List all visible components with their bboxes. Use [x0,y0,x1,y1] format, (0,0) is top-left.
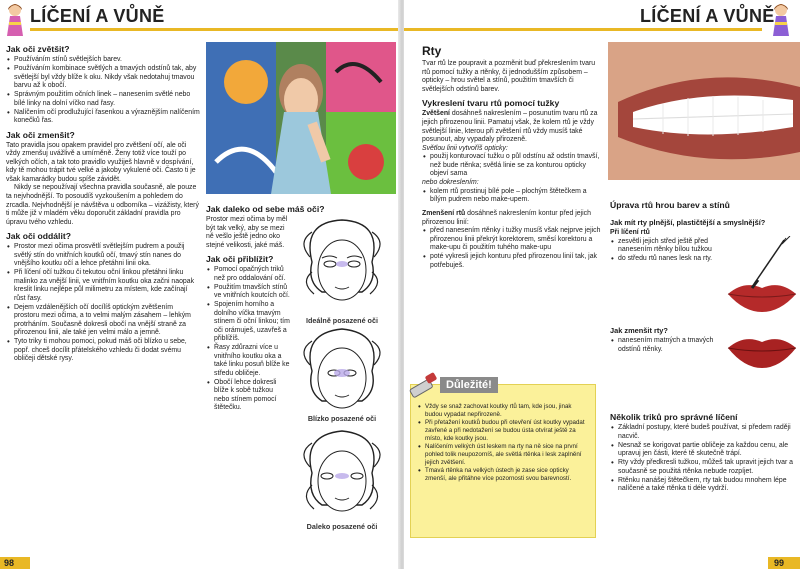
paragraph-rty: Tvar rtů lze poupravit a pozměnit buď překreslením tvaru rtů pomocí tužky a rtěnky, či jednodušším způsobem – opticky – hrou světel a stínů, použitím tmavších či světlejších odstínů barev. [422,60,596,93]
section-title-plnejsi: Jak mít rty plnější, plastičtější a smyslnější? [610,218,766,227]
page-header-title: LÍČENÍ A VŮNĚ [30,6,165,26]
list-item: • před nanesením rtěnky i tužky musíš však nejprve jejich přirozenou linii překrýt korektorem, směsí korektoru a make-upu či použitím tuhého make-upu [422,227,602,253]
caption-far: Daleko posazené oči [306,522,378,531]
section-title-zmensit-rty: Jak zmenšit rty? [610,326,668,335]
section-title-uprava: Úprava rtů hrou barev a stínů [610,200,730,210]
important-note-box [410,384,596,538]
right-column-2c [610,408,796,494]
paragraph-zmensit-2: Nikdy se nepoužívají všechna pravidla současně, ale pouze ta nejvhodnější. To posoudíš vyzkoušením a pohledem do zrcadla. Nejvhodnější je návštěva u odborníka – vizážisty, který ti může již v mladém věku doporučit základní pravidla pro úpravu tvého vzhledu. [6,184,199,226]
page-header-title: LÍČENÍ A VŮNĚ [640,6,775,26]
doll-icon [770,2,792,38]
list-item: • Rty vždy předkresli tužkou, můžeš tak upravit jejich tvar a současně se použitá rtěnka nebude rozpíjet. [610,459,796,476]
header-rule [30,28,400,31]
face-far-illustration [292,425,392,519]
lipstick-icon [406,370,440,400]
list-item: • Tyto triky ti mohou pomoci, pokud máš oči blízko u sebe, popř. chceš docílit přátelského vzhledu či dodat svému obličeji dětské rysy. [6,338,200,364]
label-zmenseni: Zmenšení rtů [422,209,466,217]
right-column-1 [422,40,602,271]
list-item: • nanesením matných a tmavých odstínů rtěnky. [610,337,730,354]
list-item: • použij konturovací tužku o půl odstínu až odstín tmavší, než bude rtěnka; světlá linie se za konturou opticky objeví sama [422,153,602,179]
right-page [404,0,800,569]
list-item: • Řasy zdůrazni více u vnitřního koutku oka a také linku posuň blíže ke středu obličeje. [206,344,290,378]
smile-photo [608,42,800,180]
paragraph-zmenseni [422,210,602,227]
note-title: Důležité! [440,377,498,393]
caption-ideal: Ideálně posazené oči [306,316,378,325]
list-item: • Používáním stínů světlejších barev. [6,56,200,65]
list-item: • kolem rtů prostinuj bílé pole – plochým štětečkem a bílým pudrem nebo make-upem. [422,188,602,205]
list-zmensit-rty [610,337,730,354]
list-item: • Při líčení očí tužkou či tekutou oční linkou přetáhni linku malinko za vnější linii, ve vnitřním koutku oka začni naopak kreslit linku nejlépe půl milimetru za místem, kde začínají růst řasy. [6,269,200,303]
doll-icon [4,2,26,38]
list-nebo [422,188,602,205]
list-item: • Správným použitím očních linek – nanesením světlé nebo bílé linky na dolní víčko nad řasy. [6,91,200,108]
list-item: • zesvětli jejich střed ještě před nanesením rtěnky bílou tužkou [610,238,720,255]
face-ideal-illustration [292,212,392,307]
list-item: • poté vykresli jejich konturu před přirozenou linií tak, jak potřebuješ. [422,253,602,270]
list-item: • Rtěnku nanášej štětečkem, rty tak budou mnohem lépe nalíčené a také rtěnka ti déle vydrží. [610,477,796,494]
paragraph-zmensit-1: Tato pravidla jsou opakem pravidel pro zvětšení očí, ale oči vždy zmenšuj uvážlivě a umírněně. Ženy totiž více touží po velkých očích, a tak toto pravidlo využiješ hlavně v dospívání, kdy tě mohou trápit tvé velké a jakoby vykulené oči. Často ti je však kamarádky budou spíše závidět. [6,141,196,183]
section-title-zmensit: Jak oči zmenšit? [6,129,75,140]
list-zvetsit [6,56,200,126]
note-list [417,403,589,483]
text-zvetseni: dosáhneš nakreslením – posunutím tvaru rtů za jejich přirozenou linii. Pamatuj však, že kolem rtů je vždy světlejší linie, kterou při zvětšení rtů vždy musíš také posunout, aby vypadaly přirozeně. [422,110,598,144]
section-title-triky: Několik triků pro správné líčení [610,412,738,422]
caption-close: Blízko posazené oči [307,414,377,423]
lips-brush-illustration [724,236,800,316]
label-nebo: nebo dokreslením: [422,179,479,187]
right-column-2b [610,322,730,355]
list-item: • Při přetažení koutků budou při otevření úst koutky vypadat zavřené a při nedotažení se budou ústa otvírat ještě za místo, kde koutky jsou. [417,419,589,442]
label-zvetseni: Zvětšení [422,110,450,118]
lips-dark-illustration [726,330,798,370]
list-svetla-linie [422,153,602,179]
page-number: 99 [774,558,785,568]
left-column-1 [6,40,200,364]
list-oddalit [6,243,200,364]
list-item: • Prostor mezi očima prosvětlí světlejším pudrem a použij světlý stín do vnitřních koutků očí, tmavý stín nanes do vnějšího koutku očí a lehce přetáhni linii oka. [6,243,200,269]
section-title-oddalit: Jak oči oddálit? [6,231,71,242]
label-pri-liceni: Při líčení rtů [610,229,650,236]
list-item: • Nesnaž se korigovat partie obličeje za každou cenu, ale upravuj jen části, které tě skutečně trápí. [610,442,796,459]
list-item: • Nalíčením velkých úst leskem na rty na ně sice na první pohled tolik neupozorníš, ale světlá rtěnka i lesk zaplnění jejich zvětšení. [417,443,589,466]
list-triky [610,424,796,494]
list-zmenseni [422,227,602,270]
paragraph-daleko: Prostor mezi očima by měl být tak velký, aby se mezi ně vešlo ještě jedno oko stejné velikosti, jaké máš. [206,216,288,249]
list-item: • Základní postupy, které budeš používat, si předem raději nacvič. [610,424,796,441]
label-svetla-linie: Světlou linii vytvoříš opticky: [422,144,508,152]
graffiti-photo [206,42,396,194]
section-title-daleko: Jak daleko od sebe máš oči? [206,204,325,214]
list-item: • Spojením horního a dolního víčka tmavým stínem či oční linkou; tím oči orámuješ, uzavřeš a přiblížíš. [206,301,290,344]
face-close-illustration [292,323,392,413]
section-title-zvetsit: Jak oči zvětšit? [6,44,70,54]
list-item: • Pomocí opačných triků než pro oddalování očí. [206,266,290,283]
section-title-rty: Rty [422,44,442,58]
section-title-priblizit: Jak oči přiblížit? [206,254,274,265]
left-column-2 [206,200,325,413]
list-plnejsi [610,238,720,264]
section-title-vykresleni: Vykreslení tvaru rtů pomocí tužky [422,98,560,109]
text-zmenseni: dosáhneš nakreslením kontur před jejich přirozenou linií: [422,209,591,226]
list-item: • Použitím tmavších stínů ve vnitřních koutcích očí. [206,284,290,301]
paragraph-zvetseni [422,110,602,144]
list-priblizit [206,266,290,413]
page-number: 98 [4,558,15,568]
list-item: • Obočí lehce dokresli blíže k sobě tužkou nebo stínem pomocí štětečku. [206,379,290,413]
list-item: • Používáním kombinace světlých a tmavých odstínů tak, aby světlejší byl vždy blíže k oku. Nikdy však nedotahuj tmavou barvu až k obočí. [6,65,200,91]
list-item: • Vždy se snaž zachovat koutky rtů tam, kde jsou, jinak budou vypadat nepřirozeně. [417,403,589,419]
list-item: • Nalíčením očí prodlužující řasenkou a výraznějším nalíčením konečků řas. [6,109,200,126]
list-item: • Dejem vzdálenějších očí docílíš optickým zvětšením prostoru mezi očima, a to velmi malým zásahem – lehkým protrháním. Současně dokresli obočí na vnější straně za přirozenou linii, ale také jen velmi málo a jemně. [6,304,200,338]
list-item: • do středu rtů nanes lesk na rty. [610,255,720,264]
list-item: • Tmavá rtěnka na velkých ústech je zase sice opticky zmenší, ale přitáhne více pozornosti svou barevností. [417,467,589,483]
